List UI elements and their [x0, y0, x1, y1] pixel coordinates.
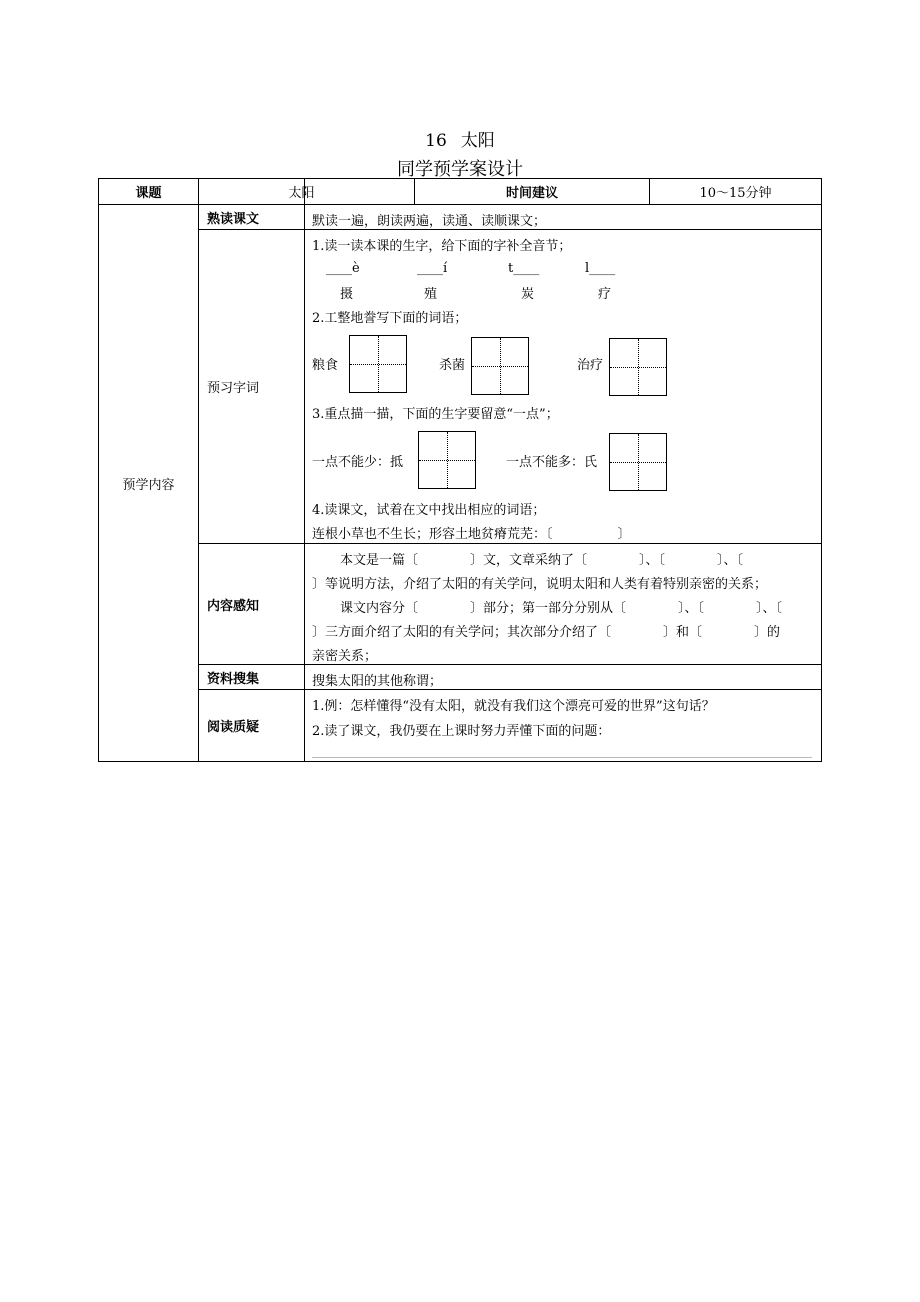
- neirong-line: 〕等说明方法，介绍了太阳的有关学问，说明太阳和人类有着特别亲密的关系；: [312, 577, 768, 592]
- dot-more-text: 一点不能多：氏: [506, 455, 598, 470]
- topic-value: 太阳: [288, 186, 315, 201]
- word-label: 杀菌: [439, 358, 466, 373]
- neirong-line: 本文是一篇〔 〕文，文章采纳了〔 〕、〔 〕、〔: [340, 553, 744, 568]
- writing-grid[interactable]: [418, 431, 476, 489]
- yuxi-q3: 3.重点描一描，下面的生字要留意“一点”；: [312, 407, 559, 422]
- pinyin-blank: t____: [508, 261, 540, 276]
- yuxi-q2: 2.工整地誊写下面的词语；: [312, 311, 468, 326]
- col-divider: [198, 179, 199, 761]
- col-divider: [304, 179, 305, 761]
- answer-line[interactable]: [312, 757, 812, 758]
- section-label: 预学内容: [122, 477, 175, 493]
- yuedu-q1: 1.例：怎样懂得“没有太阳，就没有我们这个漂亮可爱的世界”这句话？: [312, 699, 715, 714]
- yuxi-q4: 4.读课文，试着在文中找出相应的词语；: [312, 503, 546, 518]
- lesson-number: 16: [425, 131, 447, 151]
- neirong-line: 〕三方面介绍了太阳的有关学问；其次部分介绍了〔 〕和〔 〕的: [312, 625, 781, 640]
- lesson-heading: [0, 126, 920, 151]
- yuedu-q2: 2.读了课文，我仍要在上课时努力弄懂下面的问题：: [312, 724, 611, 739]
- yuxi-q4-line: 连根小草也不生长；形容土地贫瘠荒芜：〔 〕: [312, 527, 631, 542]
- neirong-line: 亲密关系；: [312, 649, 378, 664]
- neirong-line: 课文内容分〔 〕部分；第一部分分别从〔 〕、〔 〕、〔: [340, 601, 783, 616]
- row-label-ziliao: 资料搜集: [207, 671, 260, 687]
- pinyin-char: 殖: [424, 287, 438, 302]
- writing-grid[interactable]: [609, 338, 667, 396]
- page-subtitle: 同学预学案设计: [397, 159, 523, 180]
- writing-grid[interactable]: [471, 337, 529, 395]
- word-label: 治疗: [577, 358, 604, 373]
- preview-form-table: [98, 178, 822, 762]
- time-label: 时间建议: [505, 186, 558, 201]
- pinyin-blank: ____í: [417, 261, 448, 276]
- pinyin-char: 疗: [598, 287, 612, 302]
- row-label-yuxi: 预习字词: [207, 381, 260, 396]
- row-label-yuedu: 阅读质疑: [207, 720, 260, 735]
- row-label-neirong: 内容感知: [207, 598, 260, 614]
- shudu-text: 默读一遍，朗读两遍，读通、读顺课文；: [312, 214, 547, 229]
- dot-less-text: 一点不能少：抵: [312, 455, 404, 470]
- word-label: 粮食: [312, 358, 339, 373]
- topic-label: 课题: [135, 186, 162, 201]
- pinyin-char: 炭: [521, 287, 535, 302]
- writing-grid[interactable]: [609, 433, 667, 491]
- ziliao-text: 搜集太阳的其他称谓；: [312, 674, 443, 689]
- lesson-title: 太阳: [460, 131, 495, 151]
- row-label-shudu: 熟读课文: [207, 211, 260, 227]
- pinyin-blank: l____: [585, 261, 616, 276]
- time-value: 10～15分钟: [699, 186, 772, 201]
- writing-grid[interactable]: [349, 335, 407, 393]
- pinyin-blank: ____è: [326, 261, 360, 276]
- pinyin-char: 摄: [340, 287, 354, 302]
- yuxi-q1: 1.读一读本课的生字，给下面的字补全音节；: [312, 239, 572, 254]
